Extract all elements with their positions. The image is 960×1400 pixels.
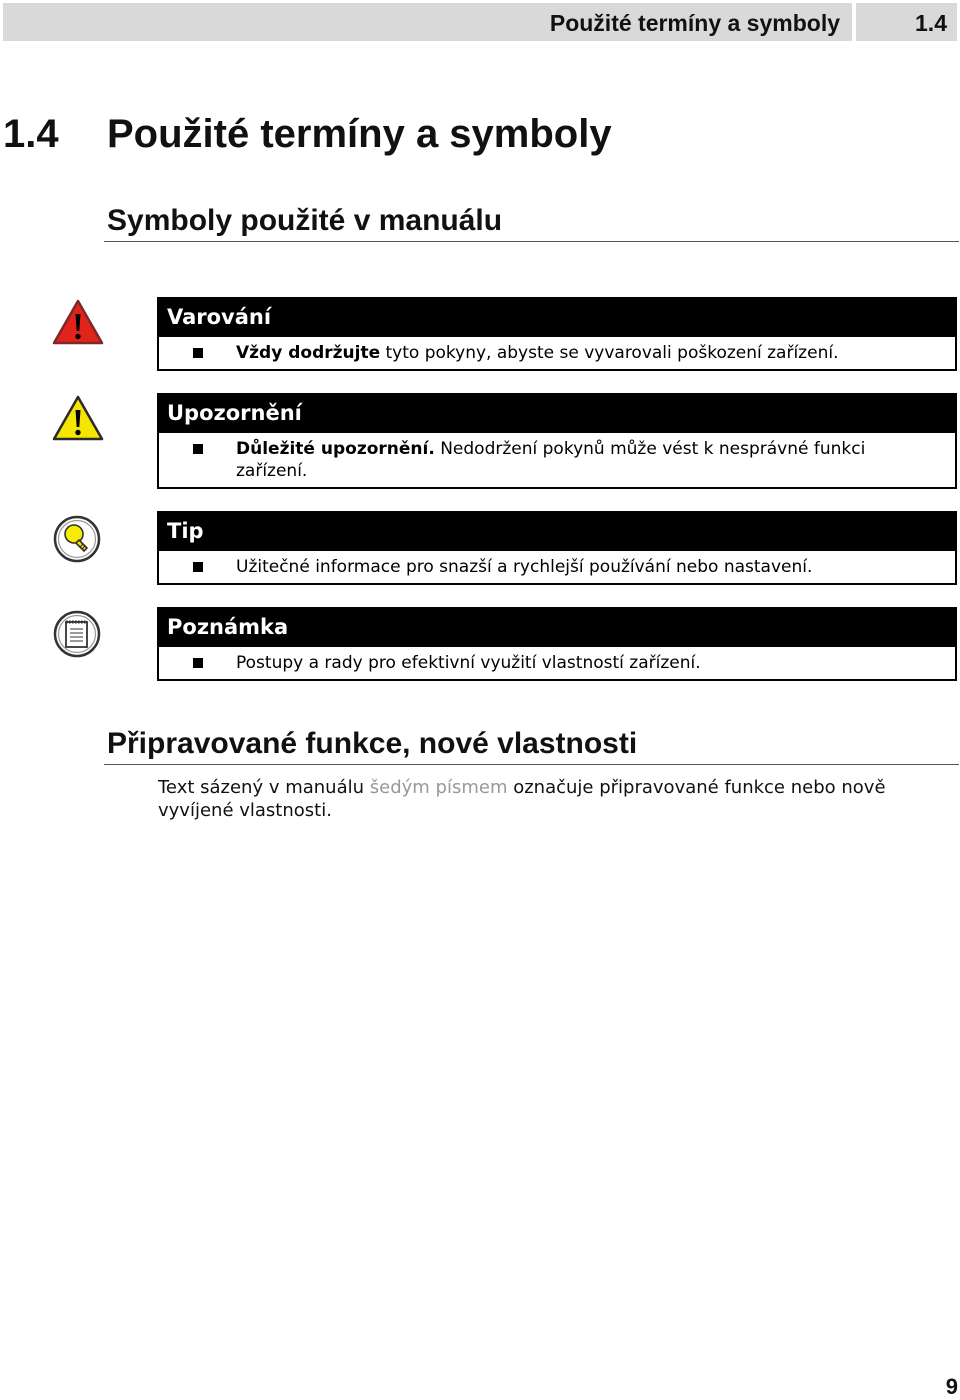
warning-red-triangle-icon (52, 298, 104, 350)
features-text-after: označuje připravované funkce nebo nově vyvíjené vlastnosti. (158, 777, 886, 821)
caution-notice-body (157, 433, 957, 489)
warning-notice-title: Varování (157, 297, 957, 337)
warning-notice (157, 297, 957, 371)
tip-notice-text: Užitečné informace pro snazší a rychlejší používání nebo nastavení. (236, 557, 813, 577)
tip-notice-title: Tip (157, 511, 957, 551)
note-notice-title: Poznámka (157, 607, 957, 647)
caution-notice-title: Upozornění (157, 393, 957, 433)
tip-notice-body (157, 551, 957, 585)
note-notice (157, 607, 957, 681)
page-title (3, 110, 943, 158)
notepad-icon (52, 609, 102, 663)
caution-yellow-triangle-icon (52, 394, 104, 446)
features-paragraph (158, 776, 938, 822)
page-header (3, 3, 957, 41)
warning-notice-body (157, 337, 957, 371)
features-text-before: Text sázený v manuálu (158, 777, 370, 798)
note-notice-body (157, 647, 957, 681)
page-title-number: 1.4 (3, 112, 59, 156)
caution-notice-bold: Důležité upozornění. (236, 439, 435, 459)
note-notice-text: Postupy a rady pro efektivní využití vlastností zařízení. (236, 653, 701, 673)
features-text-gray: šedým písmem (369, 777, 508, 798)
features-subheading: Připravované funkce, nové vlastnosti (107, 727, 638, 760)
header-title: Použité termíny a symboly (3, 3, 852, 41)
caution-notice-text: Nedodržení pokynů může vést k nesprávné funkci zařízení. (236, 439, 866, 481)
page-number: 9 (945, 1374, 958, 1399)
symbols-divider (104, 241, 959, 242)
header-section-number: 1.4 (856, 3, 957, 41)
page-title-text: Použité termíny a symboly (107, 112, 612, 156)
symbols-subheading: Symboly použité v manuálu (107, 204, 503, 237)
bullet-square (193, 444, 203, 454)
warning-notice-bold: Vždy dodržujte (236, 343, 381, 363)
bullet-square (193, 348, 203, 358)
bullet-square (193, 562, 203, 572)
caution-notice (157, 393, 957, 489)
warning-notice-text: tyto pokyny, abyste se vyvarovali poškození zařízení. (380, 343, 839, 363)
features-divider (104, 764, 959, 765)
bullet-square (193, 658, 203, 668)
tip-notice (157, 511, 957, 585)
lightbulb-icon (52, 514, 102, 568)
